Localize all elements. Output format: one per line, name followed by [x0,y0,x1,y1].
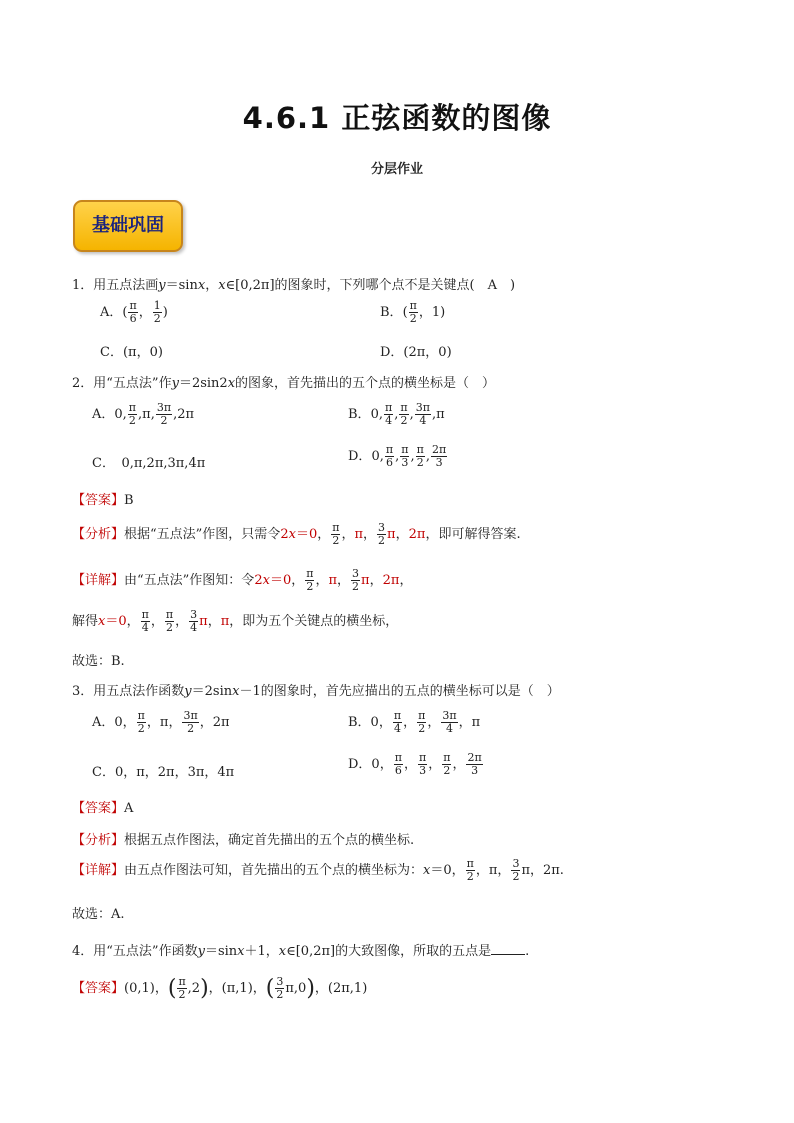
question-1-option-d: D．(2π，0) [380,345,452,360]
question-1-stem: 1．用五点法画y＝sinx，x∈[0,2π]的图象时，下列哪个点不是关键点( A ) [72,278,516,293]
question-3-detail: 【详解】由五点作图法可知，首先描出的五个点的横坐标为：x＝0， $\frac{\pi}{2}$ ，π， $\frac{3}{2}$ π，2π. [72,857,564,883]
section-badge-label: 基础巩固 [92,215,164,236]
question-3-analysis: 【分析】根据五点作图法，确定首先描出的五个点的横坐标. [72,833,415,848]
question-2-option-a: A．0, $\frac{\pi}{2}$ ,π, $\frac{3\pi}{2}$ ,2π [92,401,195,427]
question-2-analysis: 【分析】根据“五点法”作图，只需令2x＝0， $\frac{\pi}{2}$ ，π， $\frac{3}{2}$ π，2π，即可解得答案. [72,521,521,547]
question-3-option-b: B．0， $\frac{\pi}{4}$ ， $\frac{\pi}{2}$ ， $\frac{3\pi}{4}$ ，π [348,709,481,735]
question-2-conclusion: 故选：B. [72,654,125,669]
question-1-option-a: A．( $\frac{\pi}{6}$ ， $\frac{1}{2}$ ) [100,299,168,325]
question-2-detail-line2: 解得x＝0， $\frac{\pi}{4}$ ， $\frac{\pi}{2}$ ， $\frac{3}{4}$ π，π，即为五个关键点的横坐标， [72,608,399,634]
question-1-option-b: B．( $\frac{\pi}{2}$ ，1) [380,299,446,325]
question-4-stem: 4．用“五点法”作函数y＝sinx＋1，x∈[0,2π]的大致图像，所取的五点是 . [72,944,530,959]
question-2-option-d: D．0, $\frac{\pi}{6}$ , $\frac{\pi}{3}$ , $\frac{\pi}{2}$ , $\frac{2\pi}{3}$ [348,443,447,469]
question-3-stem: 3．用五点法作函数y＝2sinx－1的图象时，首先应描出的五点的横坐标可以是（ ） [72,684,560,699]
question-1-option-c: C．(π，0) [100,345,163,360]
question-3-answer: 【答案】A [72,801,134,816]
question-1-answer: A [487,278,498,293]
question-2-answer: 【答案】B [72,493,134,508]
question-2-detail: 【详解】由“五点法”作图知：令2x＝0， $\frac{\pi}{2}$ ，π， $\frac{3}{2}$ π，2π， [72,567,413,593]
question-3-option-a: A．0， $\frac{\pi}{2}$ ，π， $\frac{3\pi}{2}$ ，2π [92,709,230,735]
section-badge [73,200,183,252]
question-3-option-c: C．0，π，2π，3π，4π [92,765,235,780]
page-title: 4.6.1 正弦函数的图像 [242,101,552,135]
answer-blank [491,944,525,955]
question-2-option-b: B．0, $\frac{\pi}{4}$ , $\frac{\pi}{2}$ , $\frac{3\pi}{4}$ ,π [348,401,445,427]
question-2-option-c: C． 0,π,2π,3π,4π [92,456,206,471]
page-subtitle: 分层作业 [370,162,423,177]
question-3-option-d: D．0， $\frac{\pi}{6}$ ， $\frac{\pi}{3}$ ， $\frac{\pi}{2}$ ， $\frac{2\pi}{3}$ [348,751,482,777]
question-3-conclusion: 故选：A. [72,907,125,922]
question-2-stem: 2．用“五点法”作y＝2sin2x的图象，首先描出的五个点的横坐标是（ ） [72,376,496,391]
question-4-answer: 【答案】(0,1)，( $\frac{\pi}{2}$ ,2)，(π,1)，( $\frac{3}{2}$ π,0)，(2π,1) [72,975,368,1001]
